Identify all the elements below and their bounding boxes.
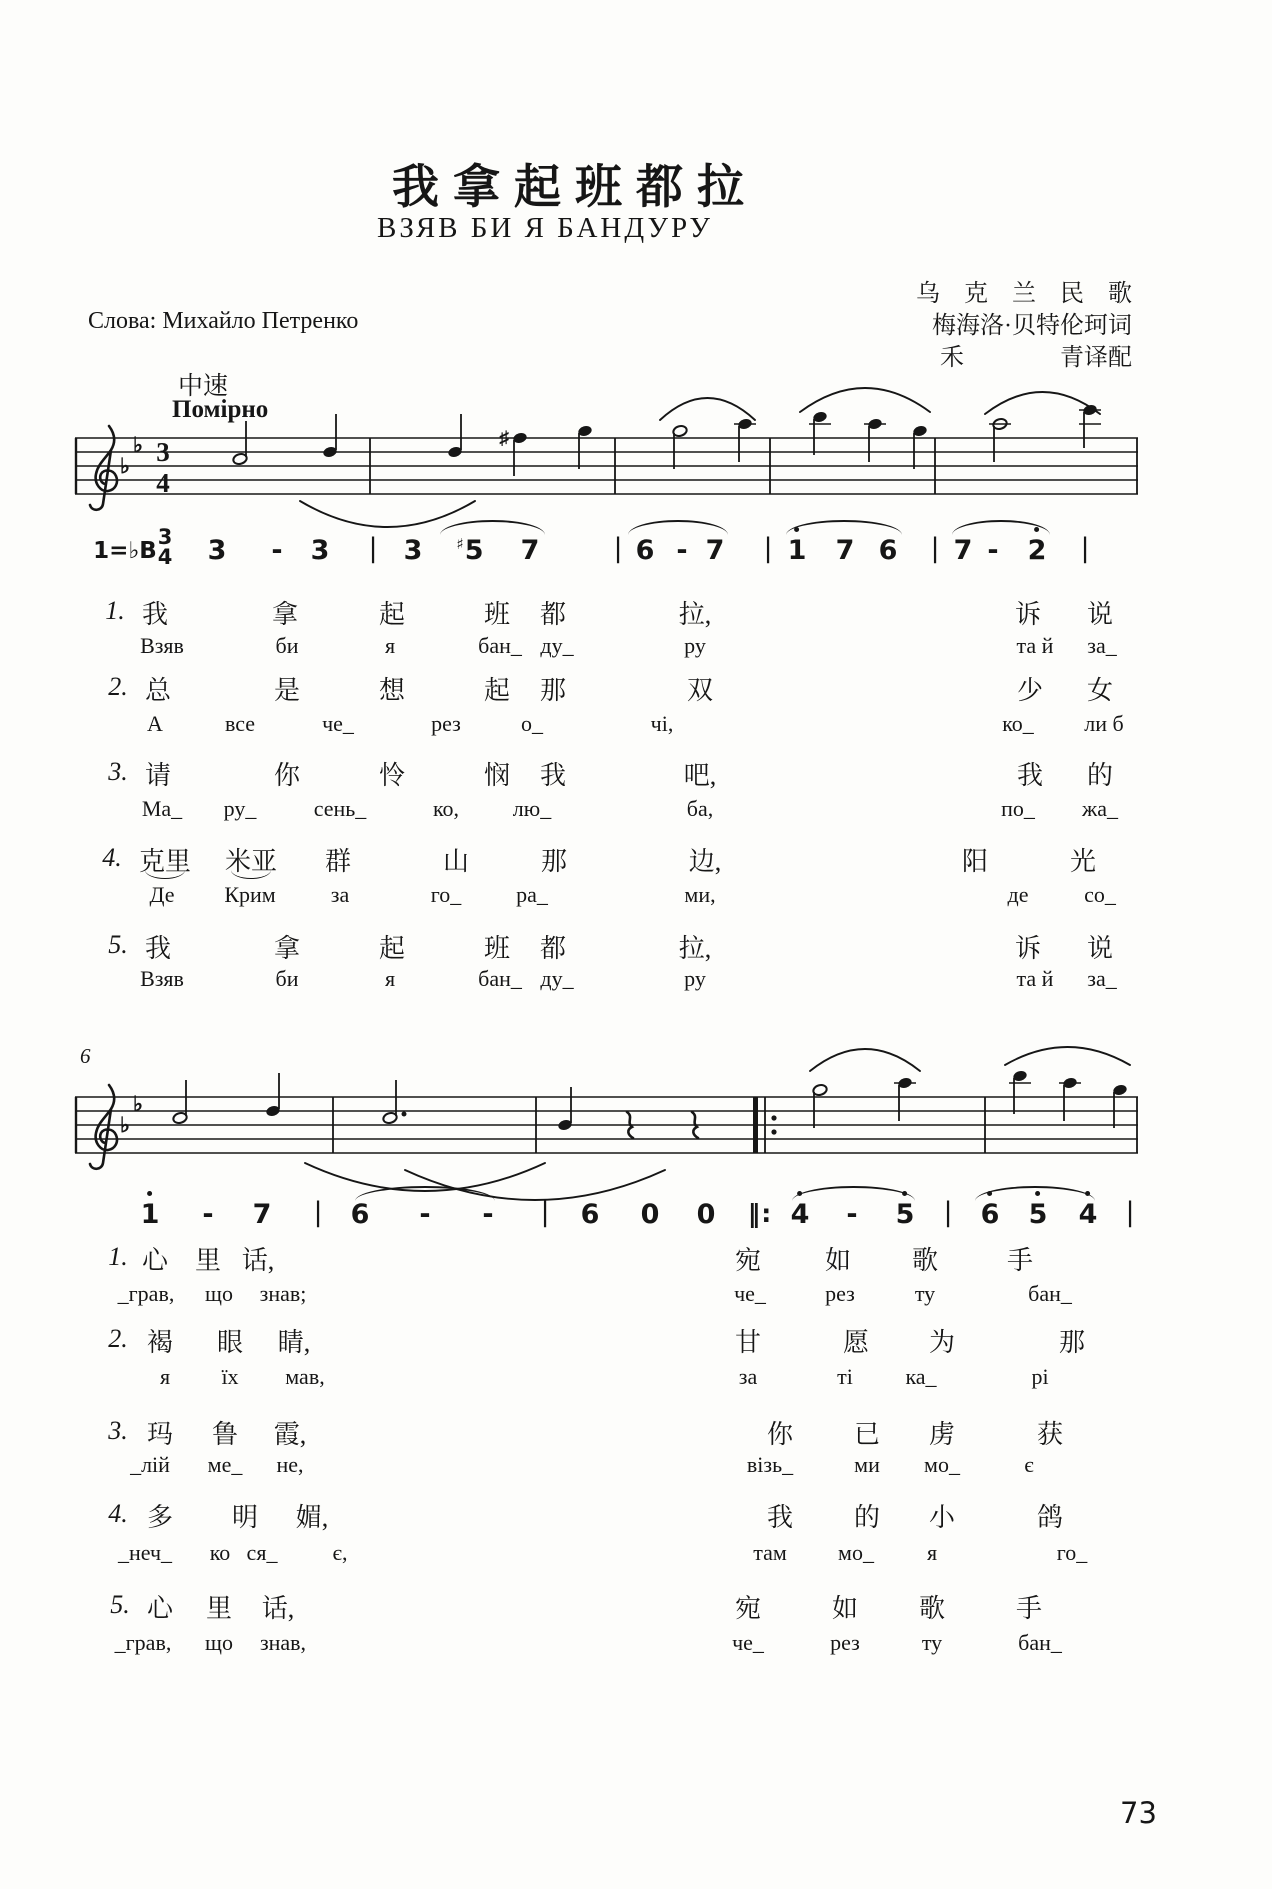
lyric-syllable: 话, — [261, 1594, 295, 1623]
lyric-syllable: 我 — [766, 1503, 794, 1532]
lyric-syllable: 说 — [1086, 600, 1114, 629]
lyric-syllable: сень_ — [313, 796, 367, 821]
lyric-syllable: со_ — [1084, 882, 1116, 907]
lyric-syllable: ся_ — [246, 1540, 278, 1565]
lyric-syllable: 怜 — [378, 761, 406, 790]
jianpu-note: 7 — [252, 1199, 272, 1230]
staff-2 — [75, 1063, 1140, 1203]
verse-number: 3. — [108, 757, 128, 786]
lyric-syllable: що — [205, 1281, 233, 1306]
svg-text:♭: ♭ — [133, 433, 143, 457]
lyric-syllable: 心 — [146, 1594, 174, 1623]
lyric-syllable: го_ — [1056, 1540, 1088, 1565]
lyric-syllable: 起 — [483, 676, 511, 705]
lyrics-block-1-row-zh — [0, 755, 1272, 789]
lyric-syllable: де — [1007, 882, 1029, 907]
lyric-syllable: 手 — [1015, 1594, 1043, 1623]
lyric-syllable: 媚, — [295, 1503, 329, 1532]
lyrics-block-1-row-uk — [0, 882, 1272, 916]
credit-author: 梅海洛·贝特伦珂词 — [932, 313, 1132, 339]
lyrics-block-2-row-uk — [0, 1364, 1272, 1398]
lyric-syllable: я — [926, 1540, 938, 1565]
lyric-syllable: є — [1024, 1452, 1034, 1477]
lyric-syllable: бан_ — [478, 633, 522, 658]
lyric-syllable: че_ — [322, 711, 354, 736]
lyric-syllable: бан_ — [1028, 1281, 1072, 1306]
verse-number: 3. — [108, 1416, 128, 1445]
lyric-syllable: знав; — [259, 1281, 307, 1306]
lyric-syllable: би — [275, 633, 299, 658]
lyric-syllable: 玛 — [146, 1420, 174, 1449]
lyric-syllable: та й — [1016, 966, 1054, 991]
lyrics-block-2-row-uk — [0, 1540, 1272, 1574]
lyrics-block-1-row-zh — [0, 841, 1272, 875]
lyrics-block-2-row-zh — [0, 1588, 1272, 1622]
lyric-syllable: 甘 — [734, 1328, 762, 1357]
lyric-syllable: А — [147, 711, 163, 736]
lyric-syllable: 你 — [273, 761, 301, 790]
lyric-syllable: що — [205, 1630, 233, 1655]
lyric-syllable: 吧, — [683, 761, 717, 790]
lyric-syllable: 米亚 — [225, 841, 277, 878]
svg-text:♭: ♭ — [120, 454, 130, 478]
jianpu-note: - — [846, 1199, 858, 1230]
lyric-syllable: візь_ — [746, 1452, 794, 1477]
lyrics-block-2-row-uk — [0, 1452, 1272, 1486]
lyric-syllable: ка_ — [905, 1364, 937, 1389]
lyric-syllable: за_ — [1087, 966, 1117, 991]
jianpu-note-high-octave: 2 — [1028, 534, 1047, 568]
lyric-syllable: 我 — [539, 761, 567, 790]
lyric-syllable: 里 — [205, 1594, 233, 1623]
jianpu-note: 7 — [705, 535, 725, 566]
jianpu-note: ♯5 — [456, 535, 484, 566]
lyric-syllable: 班 — [483, 600, 511, 629]
lyric-syllable: за — [330, 882, 350, 907]
lyric-syllable: ко, — [432, 796, 460, 821]
lyric-syllable: я — [159, 1364, 171, 1389]
jianpu-note: 3 — [403, 535, 423, 566]
tempo-label-uk: Помірно — [172, 396, 269, 423]
lyric-syllable: _неч_ — [117, 1540, 173, 1565]
jianpu-note-high-octave: 5 — [1029, 1198, 1048, 1232]
lyric-syllable: 小 — [928, 1503, 956, 1532]
lyric-syllable: 已 — [853, 1420, 881, 1449]
lyric-syllable: 是 — [273, 676, 301, 705]
lyric-syllable: 里 — [194, 1246, 222, 1275]
jianpu-note: 0 — [696, 1199, 716, 1230]
lyric-syllable: все — [224, 711, 256, 736]
jianpu-note: 6 — [635, 535, 655, 566]
lyric-syllable: їх — [221, 1364, 239, 1389]
lyric-syllable: 话, — [241, 1246, 275, 1275]
jianpu-note-high-octave: 1 — [788, 534, 807, 568]
lyric-syllable: 克里 — [139, 841, 191, 878]
jianpu-note: - — [419, 1199, 431, 1230]
lyric-syllable: 拿 — [273, 934, 301, 963]
lyric-syllable: 拉, — [678, 934, 712, 963]
lyric-syllable: 你 — [766, 1420, 794, 1449]
lyric-syllable: 那 — [1058, 1328, 1086, 1357]
page-title: 我拿起班都拉 — [392, 162, 758, 214]
svg-text:♭: ♭ — [133, 1092, 143, 1116]
lyric-syllable: 眼 — [216, 1328, 244, 1357]
lyric-syllable: ту — [921, 1630, 943, 1655]
lyric-syllable: 我 — [1016, 761, 1044, 790]
lyric-syllable: Взяв — [140, 633, 184, 658]
jianpu-note-high-octave: 4 — [1079, 1198, 1098, 1232]
lyric-syllable: 手 — [1006, 1246, 1034, 1275]
lyric-syllable: рез — [431, 711, 461, 736]
lyric-syllable: 都 — [539, 934, 567, 963]
lyric-syllable: 女 — [1086, 676, 1114, 705]
lyric-syllable: 鲁 — [211, 1420, 239, 1449]
jianpu-barline: | — [763, 533, 773, 564]
lyric-syllable: мо_ — [924, 1452, 960, 1477]
lyric-syllable: 虏 — [928, 1420, 956, 1449]
lyric-syllable: ра_ — [516, 882, 548, 907]
lyric-syllable: _грав, — [114, 1630, 172, 1655]
jianpu-note: - — [987, 535, 999, 566]
lyric-syllable: 说 — [1086, 934, 1114, 963]
lyric-syllable: 霞, — [273, 1420, 307, 1449]
key-signature: 1=♭B — [93, 538, 157, 564]
lyric-syllable: 宛 — [734, 1594, 762, 1623]
lyric-syllable: лю_ — [512, 796, 552, 821]
verse-number: 2. — [108, 672, 128, 701]
lyric-syllable: рі — [1031, 1364, 1049, 1389]
lyric-syllable: 愿 — [842, 1328, 870, 1357]
lyric-syllable: бан_ — [478, 966, 522, 991]
lyric-syllable: ті — [837, 1364, 853, 1389]
lyrics-block-2-row-zh — [0, 1240, 1272, 1274]
svg-text:♯: ♯ — [499, 428, 509, 449]
lyric-syllable: 请 — [144, 761, 172, 790]
lyric-syllable: Крим — [224, 882, 276, 907]
lyric-syllable: за_ — [1087, 633, 1117, 658]
lyric-syllable: 那 — [540, 847, 568, 876]
lyric-syllable: 少 — [1016, 676, 1044, 705]
lyric-syllable: ми — [854, 1452, 880, 1477]
lyric-syllable: не, — [276, 1452, 304, 1477]
lyric-syllable: рез — [825, 1281, 855, 1306]
jianpu-note-high-octave: 6 — [981, 1198, 1000, 1232]
lyric-syllable: 起 — [378, 600, 406, 629]
lyric-syllable: 悯 — [483, 761, 511, 790]
lyric-syllable: рез — [830, 1630, 860, 1655]
verse-number: 1. — [105, 596, 125, 625]
lyric-syllable: за — [738, 1364, 758, 1389]
lyric-syllable: 光 — [1069, 847, 1097, 876]
verse-number: 4. — [102, 843, 122, 872]
lyric-syllable: _грав, — [117, 1281, 175, 1306]
lyric-syllable: 群 — [324, 847, 352, 876]
lyric-syllable: бан_ — [1018, 1630, 1062, 1655]
lyric-syllable: 总 — [144, 676, 172, 705]
jianpu-note-high-octave: 4 — [791, 1198, 810, 1232]
credits-block — [916, 278, 1132, 374]
jianpu-barline: | — [540, 1197, 550, 1228]
lyrics-block-1-row-uk — [0, 711, 1272, 745]
repeat-sign: ‖: — [747, 1199, 773, 1228]
credit-translator: 禾 青译配 — [940, 345, 1132, 371]
lyric-syllable: ли б — [1084, 711, 1124, 736]
jianpu-note: 7 — [835, 535, 855, 566]
lyric-syllable: 宛 — [734, 1246, 762, 1275]
lyric-syllable: чі, — [650, 711, 674, 736]
lyric-syllable: 心 — [141, 1246, 169, 1275]
lyric-syllable: го_ — [430, 882, 462, 907]
jianpu-note-high-octave: 5 — [896, 1198, 915, 1232]
lyric-syllable: _лій — [130, 1452, 170, 1477]
credit-source: 乌 克 兰 民 歌 — [916, 281, 1132, 307]
lyric-syllable: 如 — [824, 1246, 852, 1275]
lyrics-block-2-row-zh — [0, 1414, 1272, 1448]
lyric-syllable: би — [275, 966, 299, 991]
syllable-tie — [145, 870, 185, 879]
lyric-syllable: 诉 — [1014, 600, 1042, 629]
lyric-syllable: 都 — [539, 600, 567, 629]
lyric-syllable: ду_ — [540, 633, 574, 658]
lyric-syllable: Ма_ — [141, 796, 183, 821]
lyric-syllable: ми, — [684, 882, 716, 907]
syllable-tie — [231, 870, 271, 879]
lyrics-block-1-row-zh — [0, 594, 1272, 628]
lyric-syllable: 阳 — [961, 847, 989, 876]
jianpu-barline: | — [368, 533, 378, 564]
lyric-syllable: 拿 — [271, 600, 299, 629]
time-signature: 3 4 — [157, 525, 173, 569]
verse-number: 2. — [108, 1324, 128, 1353]
lyric-syllable: Де — [149, 882, 175, 907]
lyric-syllable: ру — [684, 633, 706, 658]
lyric-syllable: ко — [209, 1540, 231, 1565]
jianpu-barline: | — [943, 1197, 953, 1228]
verse-number: 4. — [108, 1499, 128, 1528]
lyric-syllable: о_ — [521, 711, 543, 736]
jianpu-note: - — [202, 1199, 214, 1230]
lyric-syllable: та й — [1016, 633, 1054, 658]
lyric-syllable: 获 — [1036, 1420, 1064, 1449]
jianpu-barline: | — [313, 1197, 323, 1228]
lyric-syllable: 诉 — [1014, 934, 1042, 963]
lyricist-credit: Слова: Михайло Петренко — [88, 308, 359, 334]
lyrics-block-2-row-uk — [0, 1630, 1272, 1664]
lyric-syllable: ру — [684, 966, 706, 991]
measure-number: 6 — [80, 1044, 91, 1068]
verse-number: 5. — [108, 930, 128, 959]
svg-text:3: 3 — [156, 437, 170, 467]
lyric-syllable: є, — [332, 1540, 348, 1565]
jianpu-note-high-octave: 1 — [141, 1198, 160, 1232]
lyric-syllable: 褐 — [146, 1328, 174, 1357]
lyrics-block-2-row-uk — [0, 1281, 1272, 1315]
lyric-syllable: 明 — [231, 1503, 259, 1532]
lyric-syllable: 的 — [853, 1503, 881, 1532]
lyric-syllable: ту — [914, 1281, 936, 1306]
jianpu-note: 3 — [207, 535, 227, 566]
subtitle: ВЗЯВ БИ Я БАНДУРУ — [377, 212, 713, 244]
lyrics-block-1-row-uk — [0, 633, 1272, 667]
lyric-syllable: 歌 — [911, 1246, 939, 1275]
lyric-syllable: ду_ — [540, 966, 574, 991]
jianpu-note: - — [676, 535, 688, 566]
lyric-syllable: 起 — [378, 934, 406, 963]
tempo-label-zh: 中速 — [178, 373, 229, 400]
lyric-syllable: ба, — [686, 796, 714, 821]
verse-number: 5. — [110, 1590, 130, 1619]
lyric-syllable: 多 — [146, 1503, 174, 1532]
jianpu-note: 7 — [953, 535, 973, 566]
lyric-syllable: ко_ — [1002, 711, 1034, 736]
lyric-syllable: 拉, — [678, 600, 712, 629]
svg-text:4: 4 — [156, 468, 170, 498]
lyric-syllable: 鸽 — [1036, 1503, 1064, 1532]
lyric-syllable: 我 — [141, 600, 169, 629]
lyric-syllable: я — [384, 633, 396, 658]
svg-text:♭: ♭ — [120, 1113, 130, 1137]
lyric-syllable: 双 — [686, 676, 714, 705]
lyric-syllable: 我 — [144, 934, 172, 963]
lyric-syllable: я — [384, 966, 396, 991]
lyric-syllable: 山 — [442, 847, 470, 876]
jianpu-note: 0 — [640, 1199, 660, 1230]
lyrics-block-1-row-uk — [0, 966, 1272, 1000]
lyric-syllable: че_ — [734, 1281, 766, 1306]
jianpu-barline: | — [613, 533, 623, 564]
lyric-syllable: жа_ — [1082, 796, 1118, 821]
lyric-syllable: по_ — [1001, 796, 1035, 821]
lyric-syllable: ме_ — [207, 1452, 243, 1477]
lyric-syllable: 想 — [378, 676, 406, 705]
lyric-syllable: ру_ — [223, 796, 257, 821]
lyrics-block-1-row-zh — [0, 928, 1272, 962]
jianpu-barline: | — [930, 533, 940, 564]
lyric-syllable: мо_ — [838, 1540, 874, 1565]
jianpu-note: - — [271, 535, 283, 566]
jianpu-barline: | — [1080, 533, 1090, 564]
lyric-syllable: мав, — [285, 1364, 325, 1389]
jianpu-note: 7 — [520, 535, 540, 566]
lyrics-block-2-row-zh — [0, 1322, 1272, 1356]
jianpu-barline: | — [1125, 1197, 1135, 1228]
lyric-syllable: 边, — [688, 847, 722, 876]
lyric-syllable: 如 — [831, 1594, 859, 1623]
jianpu-note: 6 — [580, 1199, 600, 1230]
lyric-syllable: 睛, — [277, 1328, 311, 1357]
lyrics-block-1-row-uk — [0, 796, 1272, 830]
lyric-syllable: 为 — [928, 1328, 956, 1357]
jianpu-note: 6 — [350, 1199, 370, 1230]
lyric-syllable: 班 — [483, 934, 511, 963]
jianpu-note: 6 — [878, 535, 898, 566]
page-number: 73 — [1120, 1796, 1157, 1830]
jianpu-note: - — [482, 1199, 494, 1230]
verse-number: 1. — [108, 1242, 128, 1271]
lyrics-block-2-row-zh — [0, 1497, 1272, 1531]
lyric-syllable: 的 — [1086, 761, 1114, 790]
jianpu-note: 3 — [310, 535, 330, 566]
lyric-syllable: че_ — [732, 1630, 764, 1655]
lyric-syllable: там — [753, 1540, 787, 1565]
lyric-syllable: 歌 — [918, 1594, 946, 1623]
lyric-syllable: Взяв — [140, 966, 184, 991]
lyric-syllable: 那 — [539, 676, 567, 705]
lyrics-block-1-row-zh — [0, 670, 1272, 704]
lyric-syllable: знав, — [259, 1630, 307, 1655]
